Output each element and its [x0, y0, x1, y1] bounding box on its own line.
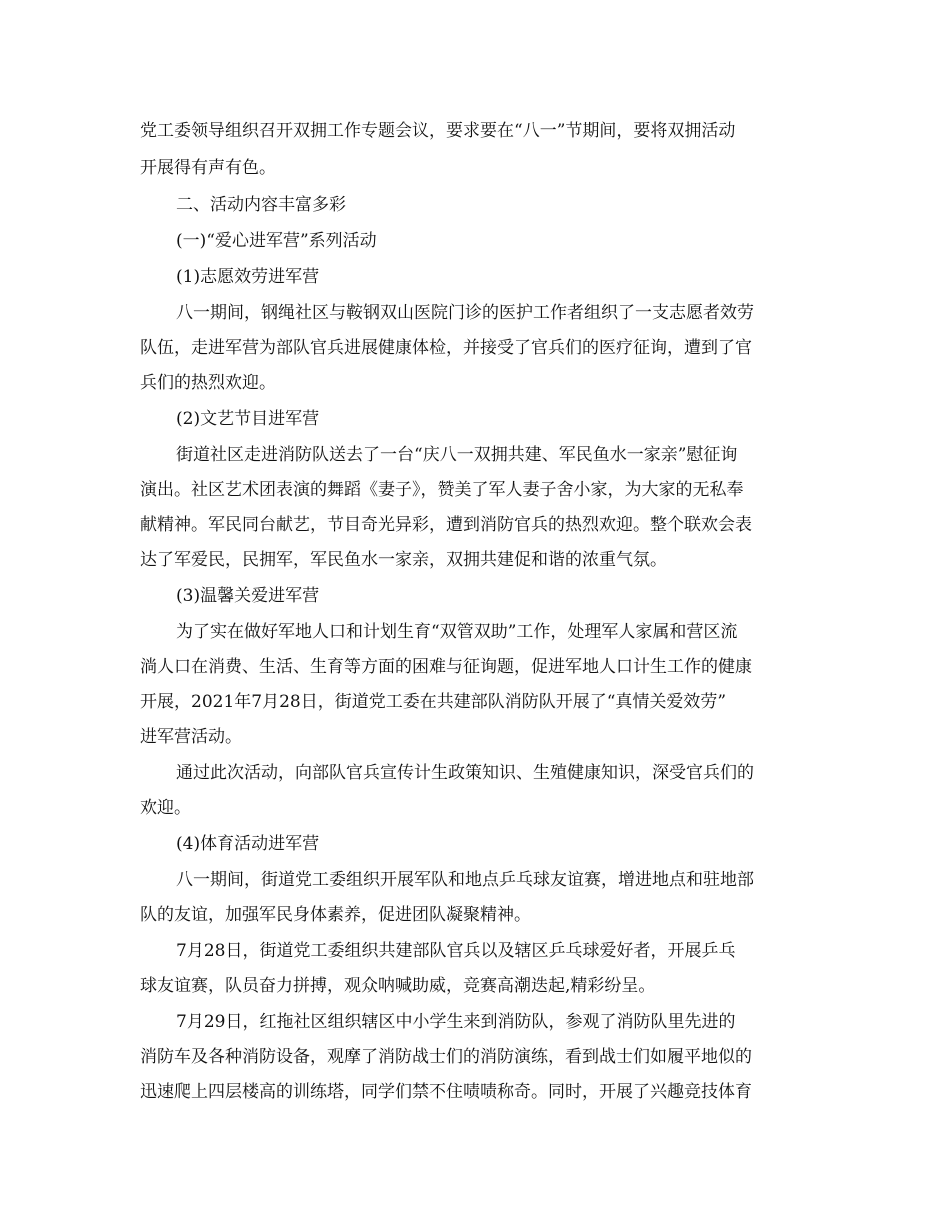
text-line: 开展得有声有色。	[140, 158, 276, 178]
paragraph-line: 达了军爱民，民拥军，军民鱼水一家亲，双拥共建促和谐的浓重气氛。	[140, 550, 667, 570]
paragraph-line: 7月28日，街道党工委组织共建部队官兵以及辖区乒乓球爱好者，开展乒乓	[176, 941, 736, 961]
paragraph-line: 为了实在做好军地人口和计划生育“双管双助”工作，处理军人家属和营区流	[176, 622, 738, 642]
paragraph-line: 队的友谊，加强军民身体素养，促进团队凝聚精神。	[140, 905, 531, 925]
paragraph-line: 消防车及各种消防设备，观摩了消防战士们的消防演练，看到战士们如履平地似的	[140, 1047, 752, 1067]
section-heading: 二、活动内容丰富多彩	[176, 195, 346, 215]
paragraph-line: 八一期间，钢绳社区与鞍钢双山医院门诊的医护工作者组织了一支志愿者效劳	[176, 303, 754, 323]
paragraph-line: 演出。社区艺术团表演的舞蹈《妻子》，赞美了军人妻子舍小家，为大家的无私奉	[140, 480, 744, 500]
paragraph-line: 队伍，走进军营为部队官兵进展健康体检，并接受了官兵们的医疗征询，遭到了官	[140, 338, 752, 358]
paragraph-line: 迅速爬上四层楼高的训练塔，同学们禁不住啧啧称奇。同时，开展了兴趣竞技体育	[140, 1082, 752, 1102]
paragraph-line: 淌人口在消费、生活、生育等方面的困难与征询题，促进军地人口计生工作的健康	[140, 657, 752, 677]
paragraph-line: 进军营活动。	[140, 727, 242, 747]
paragraph-line: 献精神。军民同台献艺，节目奇光异彩，遭到消防官兵的热烈欢迎。整个联欢会表	[140, 515, 752, 535]
paragraph-line: 兵们的热烈欢迎。	[140, 373, 276, 393]
item-heading: (2)文艺节目进军营	[176, 409, 320, 429]
paragraph-line: 八一期间，街道党工委组织开展军队和地点乒乓球友谊赛，增进地点和驻地部	[176, 870, 754, 890]
paragraph-line: 通过此次活动，向部队官兵宣传计生政策知识、生殖健康知识，深受官兵们的	[176, 763, 754, 783]
paragraph-line: 球友谊赛，队员奋力拼搏，观众呐喊助威，竞赛高潮迭起,精彩纷呈。	[140, 976, 656, 996]
paragraph-line: 7月29日，红拖社区组织辖区中小学生来到消防队，参观了消防队里先进的	[176, 1012, 736, 1032]
item-heading: (1)志愿效劳进军营	[176, 267, 320, 287]
item-heading: (3)温馨关爱进军营	[176, 586, 320, 606]
paragraph-line: 欢迎。	[140, 798, 191, 818]
text-line: 党工委领导组织召开双拥工作专题会议，要求要在“八一”节期间，要将双拥活动	[140, 121, 736, 141]
item-heading: (4)体育活动进军营	[176, 834, 320, 854]
paragraph-line: 街道社区走进消防队送去了一台“庆八一双拥共建、军民鱼水一家亲”慰征询	[176, 445, 738, 465]
subsection-heading: (一)“爱心进军营”系列活动	[176, 231, 377, 251]
paragraph-line: 开展，2021年7月28日，街道党工委在共建部队消防队开展了“真情关爱效劳”	[140, 692, 727, 712]
